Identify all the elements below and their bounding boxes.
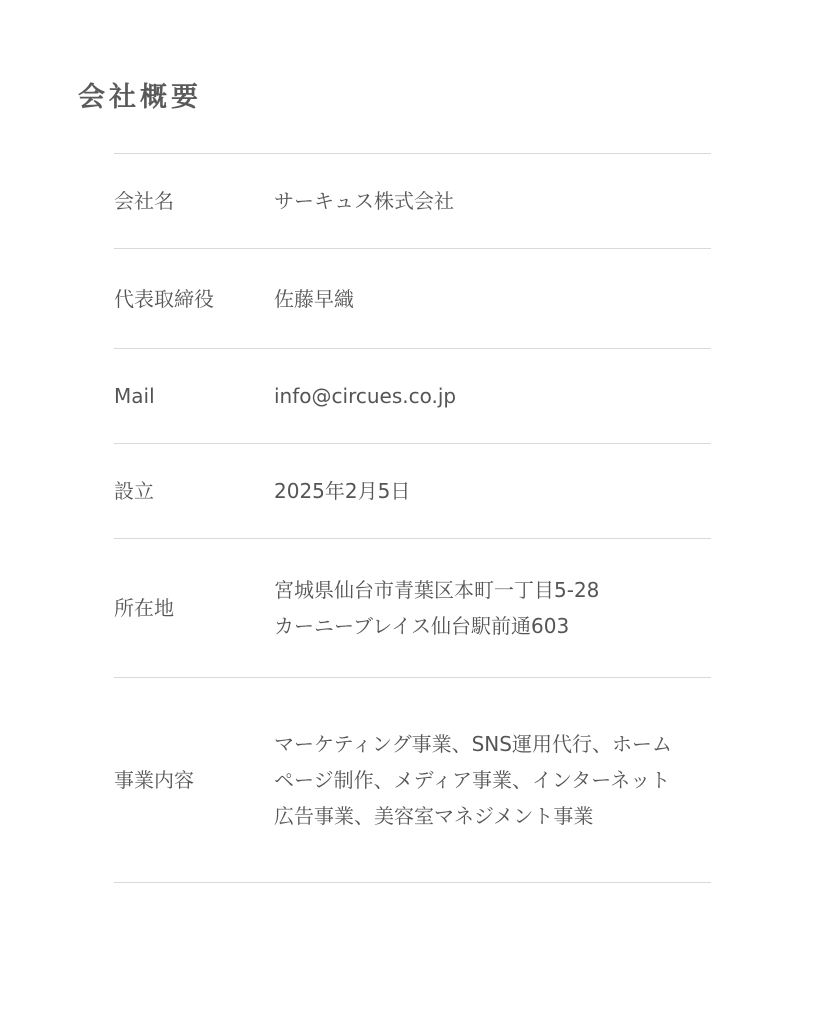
table-row-company-name (114, 154, 711, 249)
table-row-representative (114, 249, 711, 349)
address-line-1: 宮城県仙台市青葉区本町一丁目5-28 (274, 578, 600, 602)
established-value (274, 473, 711, 509)
business-label: 事業内容 (114, 768, 194, 792)
table-row-business (114, 678, 711, 883)
mail-value (274, 378, 711, 414)
address-line-2: カーニーブレイス仙台駅前通603 (274, 614, 570, 638)
representative-label: 代表取締役 (114, 286, 214, 311)
company-name-text: サーキュス株式会社 (274, 189, 454, 213)
established-date: 2025年2月5日 (274, 479, 411, 503)
address-value (274, 572, 711, 644)
business-value (274, 726, 711, 834)
representative-text: 佐藤早織 (274, 286, 354, 311)
mail-label: Mail (114, 384, 155, 408)
established-label: 設立 (114, 479, 154, 503)
business-line-2: ページ制作、メディア事業、インターネット (274, 768, 671, 792)
page-title: 会社概要 (78, 82, 202, 113)
business-line-1: マーケティング事業、SNS運用代行、ホーム (274, 732, 672, 756)
address-label: 所在地 (114, 596, 174, 620)
company-info-table (114, 153, 711, 883)
representative-value (274, 281, 711, 317)
table-row-mail (114, 349, 711, 444)
mail-address-link[interactable]: info@circues.co.jp (274, 384, 457, 408)
company-name-label: 会社名 (114, 189, 174, 213)
table-row-address (114, 539, 711, 678)
company-name-value (274, 183, 711, 219)
business-line-3: 広告事業、美容室マネジメント事業 (274, 804, 594, 828)
table-row-established (114, 444, 711, 539)
